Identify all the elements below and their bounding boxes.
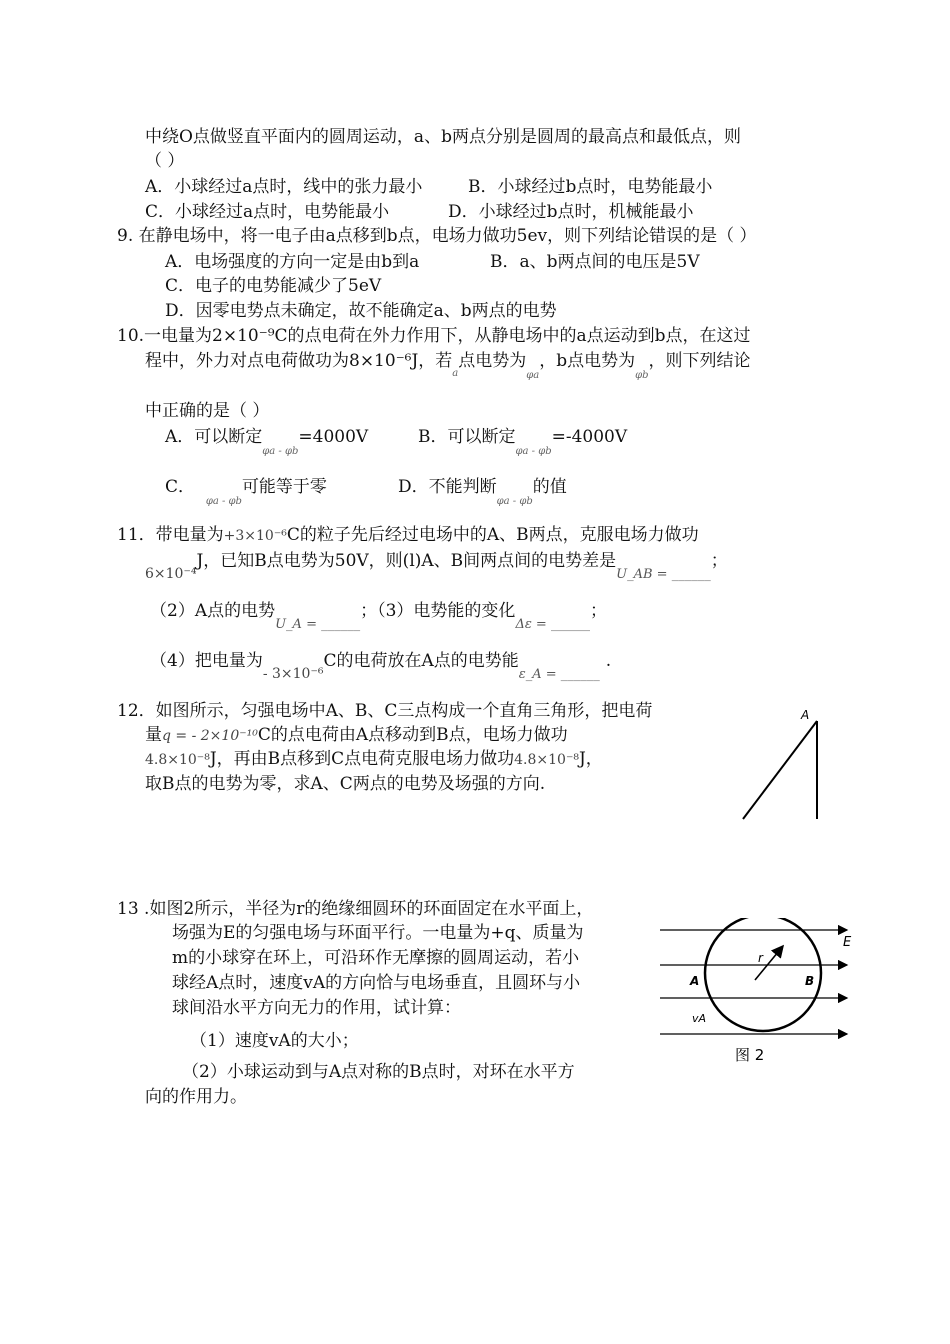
q13-line2: 场强为E的匀强电场与环面平行。一电量为+q、质量为 bbox=[172, 923, 584, 943]
q10-line2-text-d: ，则下列结论 bbox=[648, 351, 751, 371]
label-e: E bbox=[843, 935, 852, 950]
q12-line4: 取B点的电势为零，求A、C两点的电势及场强的方向. bbox=[145, 774, 546, 794]
q9-option-d: D．因零电势点未确定，故不能确定a、b两点的电势 bbox=[165, 301, 557, 321]
q11-line1 bbox=[117, 524, 699, 547]
q12-w1: 4.8×10⁻⁸ bbox=[145, 752, 210, 768]
q12-triangle-figure bbox=[735, 705, 835, 820]
q8-option-d: D．小球经过b点时，机械能最小 bbox=[448, 202, 694, 222]
q8-paren: （ ） bbox=[145, 151, 185, 171]
q12-triangle-hypotenuse bbox=[743, 721, 817, 819]
q11-charge2: - 3×10⁻⁶ bbox=[262, 666, 324, 682]
q12-line3 bbox=[145, 748, 603, 771]
q13-line4: 球经A点时，速度vA的方向恰与电场垂直，且圆环与小 bbox=[172, 973, 581, 993]
q10-line1: 10.一电量为2×10⁻⁹C的点电荷在外力作用下，从静电场中的a点运动到b点，在这过 bbox=[117, 326, 751, 346]
q10-phi-b: φb bbox=[635, 370, 649, 381]
q10-option-a-value: =4000V bbox=[298, 427, 369, 447]
q11-ea: ε_A = ______ bbox=[518, 667, 600, 682]
q13-sub2a: （2）小球运动到与A点对称的B点时，对环在水平方 bbox=[182, 1062, 575, 1082]
q11-ua: U_A = ______ bbox=[275, 617, 361, 632]
q10-option-b-value: =-4000V bbox=[551, 427, 628, 447]
q11-part4-text: （4）把电量为 bbox=[150, 651, 263, 671]
q12-label-a: A bbox=[801, 708, 810, 722]
q11-semicolon-2: ； bbox=[589, 601, 607, 621]
q11-charge: +3×10⁻⁶ bbox=[223, 528, 287, 544]
q13-sub1: （1）速度vA的大小； bbox=[190, 1031, 359, 1051]
q10-option-d-text: D．不能判断 bbox=[398, 477, 497, 497]
q11-part3-text: ；（3）电势能的变化 bbox=[360, 601, 516, 621]
label-a: A bbox=[690, 974, 700, 988]
q10-option-b-phi: φa - φb bbox=[515, 446, 552, 457]
q10-a-symbol: a bbox=[452, 368, 459, 379]
q11-part2-text: （2）A点的电势 bbox=[150, 601, 276, 621]
q10-line3: 中正确的是（ ） bbox=[145, 401, 270, 421]
q9-option-c: C．电子的电势能减少了5eV bbox=[165, 276, 382, 296]
q11-dot: . bbox=[605, 651, 612, 671]
label-va: vA bbox=[692, 1012, 707, 1025]
figure-2 bbox=[655, 918, 865, 1068]
q8-option-b: B．小球经过b点时，电势能最小 bbox=[468, 177, 713, 197]
q10-option-a-text: A．可以断定 bbox=[165, 427, 263, 447]
q10-option-c-phi: φa - φb bbox=[205, 496, 242, 507]
q8-option-c: C．小球经过a点时，电势能最小 bbox=[145, 202, 390, 222]
q10-line2-text-a: 程中，外力对点电荷做功为8×10⁻⁶J，若 bbox=[145, 351, 453, 371]
q13-line3: m的小球穿在环上，可沿环作无摩擦的圆周运动，若小 bbox=[172, 948, 580, 968]
q11-part4-text-b: C的电荷放在A点的电势能 bbox=[323, 651, 519, 671]
q11-uab: U_AB = ______ bbox=[616, 567, 711, 582]
q10-line2-text-c: ，b点电势为 bbox=[539, 351, 636, 371]
label-b: B bbox=[805, 974, 815, 988]
q10-option-c-text: C． bbox=[165, 477, 196, 497]
q13-line1: 13 .如图2所示，半径为r的绝缘细圆环的环面固定在水平面上， bbox=[117, 899, 594, 919]
q12-line2 bbox=[145, 724, 568, 747]
q11-line1-text-a: 11．带电量为 bbox=[117, 525, 224, 545]
q9-stem: 9. 在静电场中，将一电子由a点移到b点，电场力做功5ev，则下列结论错误的是（ ） bbox=[117, 226, 757, 246]
q9-option-a: A．电场强度的方向一定是由b到a bbox=[165, 252, 420, 272]
q11-line2 bbox=[145, 550, 728, 582]
q10-option-d-phi: φa - φb bbox=[496, 496, 533, 507]
q12-line2-text-a: 量 bbox=[145, 725, 162, 745]
q10-line2-text-b: 点电势为 bbox=[458, 351, 527, 371]
q10-option-b-text: B．可以断定 bbox=[418, 427, 516, 447]
q10-option-d-value: 的值 bbox=[532, 477, 567, 497]
figure-caption: 图 2 bbox=[735, 1046, 765, 1064]
q12-line3-text-a: J，再由B点移到C点电荷克服电场力做功 bbox=[209, 749, 515, 769]
q9-option-b: B．a、b两点间的电压是5V bbox=[490, 252, 700, 272]
q11-work: 6×10⁻⁴ bbox=[145, 566, 197, 582]
q12-q: q = - 2×10⁻¹⁰ bbox=[162, 728, 258, 744]
label-r: r bbox=[758, 951, 763, 965]
q11-delta-e: Δε = ______ bbox=[515, 617, 590, 632]
q12-line1: 12．如图所示，匀强电场中A、B、C三点构成一个直角三角形，把电荷 bbox=[117, 701, 653, 721]
q12-line3-text-b: J， bbox=[578, 749, 603, 769]
q10-option-a-phi: φa - φb bbox=[262, 446, 299, 457]
q8-line1: 中绕O点做竖直平面内的圆周运动，a、b两点分别是圆周的最高点和最低点，则 bbox=[145, 127, 741, 147]
q8-option-a: A．小球经过a点时，线中的张力最小 bbox=[145, 177, 423, 197]
q11-line2-text: J，已知B点电势为50V，则(l)A、B间两点间的电势差是 bbox=[196, 551, 617, 571]
q11-line1-text-b: C的粒子先后经过电场中的A、B两点，克服电场力做功 bbox=[286, 525, 699, 545]
ring-circle bbox=[705, 918, 821, 1031]
q13-line5: 球间沿水平方向无力的作用，试计算： bbox=[172, 998, 461, 1018]
q13-sub2b: 向的作用力。 bbox=[145, 1087, 247, 1107]
q12-w2: 4.8×10⁻⁸ bbox=[514, 752, 579, 768]
q10-option-c-value: 可能等于零 bbox=[241, 477, 327, 497]
q12-line2-text-b: C的点电荷由A点移动到B点，电场力做功 bbox=[257, 725, 568, 745]
q11-semicolon-1: ； bbox=[710, 551, 728, 571]
q10-phi-a: φa bbox=[526, 370, 540, 381]
